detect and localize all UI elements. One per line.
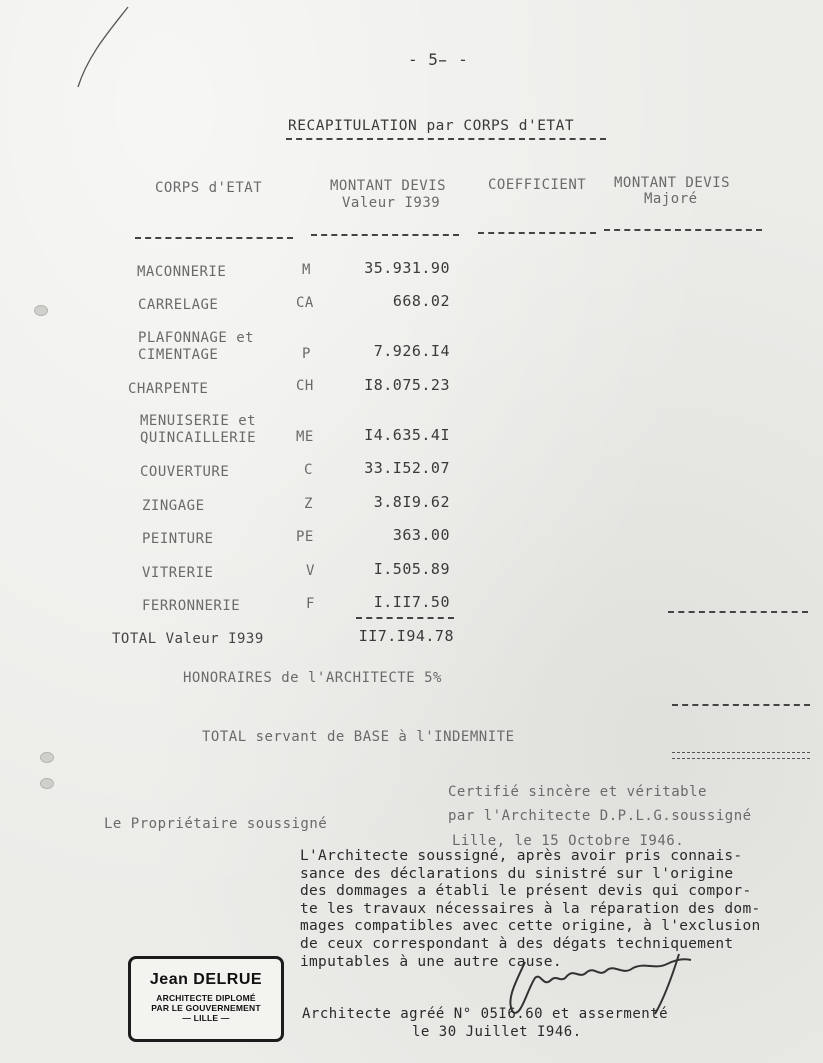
row-name: CHARPENTE [128, 381, 209, 397]
row-amount: 33.I52.07 [364, 459, 450, 477]
header-rule [135, 237, 293, 239]
punch-hole [34, 305, 48, 316]
row-amount: 3.8I9.62 [373, 493, 450, 511]
row-name: CARRELAGE [138, 297, 219, 313]
row-name: PEINTURE [142, 531, 214, 547]
row-amount: I.II7.50 [373, 593, 450, 611]
majore-rule [672, 704, 810, 706]
row-amount: 363.00 [392, 526, 450, 544]
total-base: TOTAL servant de BASE à l'INDEMNITE [202, 729, 515, 745]
row-code: V [306, 563, 315, 579]
page-number: - 5̵ - [408, 50, 469, 69]
row-code: P [302, 346, 311, 362]
double-rule [672, 752, 810, 759]
architect-stamp [128, 956, 284, 1042]
row-name: MENUISERIE et [140, 413, 257, 429]
header-majore: Majoré [644, 191, 698, 207]
row-amount: 7.926.I4 [373, 342, 450, 360]
row-code: CH [296, 378, 314, 394]
date-line: Lille, le 15 Octobre I946. [452, 833, 685, 849]
agree-line: Architecte agréé N° 05I6.60 et assermenté [302, 1006, 669, 1022]
total-rule [356, 617, 454, 619]
row-amount: I.505.89 [373, 560, 450, 578]
page-title: RECAPITULATION par CORPS d'ETAT [288, 118, 575, 134]
row-code: PE [296, 529, 314, 545]
honoraires: HONORAIRES de l'ARCHITECTE 5% [183, 670, 442, 686]
stamp-line: — LILLE — [182, 1013, 230, 1023]
paragraph-line: sance des déclarations du sinistré sur l'origine [300, 865, 734, 882]
header-coefficient: COEFFICIENT [488, 177, 587, 193]
paragraph-line: de ceux correspondant à des dégats techniquement [300, 935, 734, 952]
row-amount: I8.075.23 [364, 376, 450, 394]
row-name: PLAFONNAGE et [138, 330, 255, 346]
row-code: C [304, 462, 313, 478]
majore-rule [668, 611, 808, 613]
row-code: M [302, 262, 311, 278]
paragraph-line: imputables à une autre cause. [300, 953, 562, 970]
proprietaire: Le Propriétaire soussigné [104, 816, 328, 832]
paragraph-line: mages compatibles avec cette origine, à l'exclusion [300, 918, 761, 935]
header-corps: CORPS d'ETAT [155, 180, 263, 196]
header-montant-majore: MONTANT DEVIS [614, 175, 731, 191]
title-underline [286, 138, 606, 140]
par-architecte: par l'Architecte D.P.L.G.soussigné [448, 808, 752, 824]
row-amount: 668.02 [392, 292, 450, 310]
row-name: VITRERIE [142, 565, 214, 581]
certifie: Certifié sincère et véritable [448, 784, 707, 800]
row-name: ZINGAGE [142, 498, 205, 514]
row-code: Z [304, 496, 313, 512]
row-name-continued: CIMENTAGE [138, 347, 219, 363]
agree-date: le 30 Juillet I946. [412, 1024, 582, 1040]
stamp-name: Jean DELRUE [149, 971, 263, 988]
total-label: TOTAL Valeur I939 [112, 631, 264, 647]
total-amount: II7.I94.78 [358, 627, 454, 645]
stamp-line: ARCHITECTE DIPLOMÉ [156, 993, 256, 1003]
header-rule [311, 234, 459, 236]
pencil-mark [70, 5, 140, 95]
header-rule [478, 232, 596, 234]
row-code: CA [296, 295, 314, 311]
stamp-line: PAR LE GOUVERNEMENT [151, 1003, 261, 1013]
row-name: FERRONNERIE [142, 598, 241, 614]
row-code: ME [296, 429, 314, 445]
row-code: F [306, 596, 315, 612]
row-name: COUVERTURE [140, 464, 230, 480]
punch-hole [40, 752, 54, 763]
punch-hole [40, 778, 54, 789]
row-amount: I4.635.4I [364, 426, 450, 444]
paragraph-line: L'Architecte soussigné, après avoir pris connais- [300, 848, 743, 864]
row-name-continued: QUINCAILLERIE [140, 430, 257, 446]
header-montant: MONTANT DEVIS [330, 178, 447, 194]
row-amount: 35.931.90 [364, 259, 450, 277]
paragraph-line: des dommages a établi le présent devis qui compor- [300, 883, 752, 900]
header-rule [604, 229, 762, 231]
header-valeur: Valeur I939 [342, 195, 441, 211]
paragraph-line: te les travaux nécessaires à la réparation des dom- [300, 900, 761, 917]
row-name: MACONNERIE [137, 264, 227, 280]
